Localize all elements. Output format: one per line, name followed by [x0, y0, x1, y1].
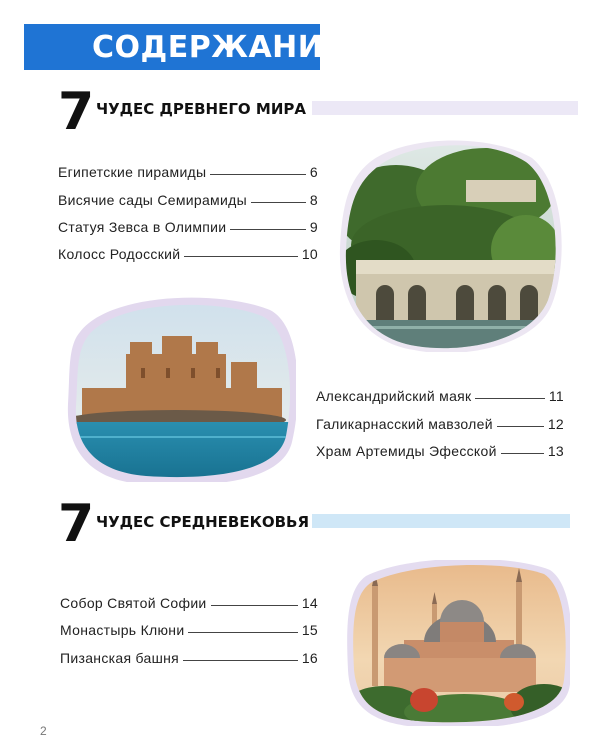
- toc-item-label: Галикарнасский мавзолей: [316, 416, 493, 432]
- toc-item[interactable]: [58, 164, 318, 180]
- toc-item-label: Монастырь Клюни: [60, 622, 185, 638]
- toc-leader-line: [497, 425, 544, 427]
- toc-item-label: Колосс Родосский: [58, 246, 181, 262]
- toc-item-label: Пизанская башня: [60, 650, 180, 666]
- toc-leader-line: [211, 604, 298, 606]
- toc-leader-line: [230, 228, 305, 230]
- toc-leader-line: [183, 659, 298, 661]
- toc-leader-line: [210, 173, 306, 175]
- page-title: СОДЕРЖАНИЕ: [92, 30, 345, 65]
- section-1-title: ЧУДЕС ДРЕВНЕГО МИРА: [96, 100, 306, 118]
- fortress-photo: [66, 296, 296, 482]
- toc-leader-line: [475, 397, 544, 399]
- toc-item-page: 10: [301, 246, 318, 262]
- toc-item[interactable]: [316, 443, 564, 459]
- section-1-bar: [312, 101, 578, 115]
- toc-item[interactable]: [58, 246, 318, 262]
- toc-item-label: Статуя Зевса в Олимпии: [58, 219, 227, 235]
- toc-item-page: 11: [548, 388, 564, 404]
- toc-item-label: Храм Артемиды Эфесской: [316, 443, 497, 459]
- toc-item-page: 16: [301, 650, 318, 666]
- toc-item[interactable]: [316, 416, 564, 432]
- toc-item-page: 15: [301, 622, 318, 638]
- toc-item[interactable]: [60, 622, 318, 638]
- toc-item-page: 12: [547, 416, 564, 432]
- toc-item-label: Египетские пирамиды: [58, 164, 207, 180]
- toc-item[interactable]: [60, 595, 318, 611]
- section-2-title: ЧУДЕС СРЕДНЕВЕКОВЬЯ: [96, 513, 310, 531]
- section-2-number: 7: [58, 494, 95, 554]
- toc-item[interactable]: [60, 650, 318, 666]
- toc-leader-line: [184, 255, 297, 257]
- toc-item-page: 8: [309, 192, 318, 208]
- toc-leader-line: [188, 631, 297, 633]
- hanging-gardens-photo: [336, 140, 562, 352]
- toc-item-page: 13: [547, 443, 564, 459]
- toc-leader-line: [251, 201, 306, 203]
- toc-item-page: 14: [301, 595, 318, 611]
- toc-item-page: 9: [309, 219, 318, 235]
- toc-item[interactable]: [316, 388, 564, 404]
- page-number: 2: [40, 724, 47, 738]
- toc-item-label: Висячие сады Семирамиды: [58, 192, 247, 208]
- section-2-bar: [312, 514, 570, 528]
- toc-item[interactable]: [58, 192, 318, 208]
- toc-item-label: Собор Святой Софии: [60, 595, 207, 611]
- toc-item[interactable]: [58, 219, 318, 235]
- hagia-sophia-photo: [344, 560, 570, 726]
- toc-leader-line: [501, 452, 544, 454]
- toc-item-page: 6: [309, 164, 318, 180]
- section-1-number: 7: [58, 82, 95, 142]
- toc-item-label: Александрийский маяк: [316, 388, 472, 404]
